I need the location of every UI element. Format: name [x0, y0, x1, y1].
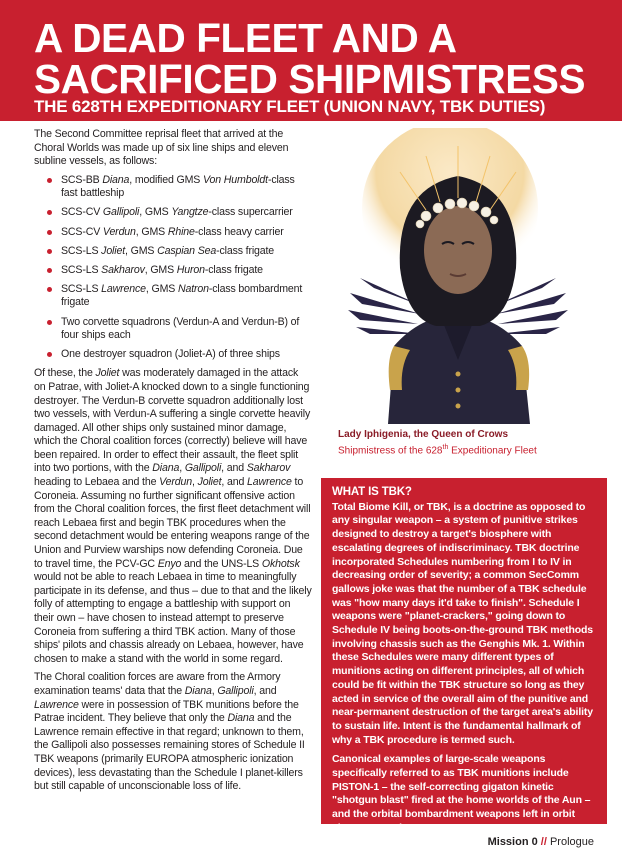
- ship-name: Lawrence: [34, 698, 79, 711]
- text-run: The Choral coalition forces are aware from the Armory examination teams' data that the: [34, 671, 281, 697]
- list-item: [47, 283, 312, 310]
- list-item: [47, 206, 312, 220]
- ship-class: Natron: [177, 282, 209, 295]
- ship-type: -class frigate: [204, 263, 263, 276]
- list-item: [47, 174, 312, 201]
- sidebar-heading: WHAT IS TBK?: [332, 486, 412, 498]
- body-column: [34, 128, 312, 799]
- ship-name: Verdun: [102, 225, 136, 238]
- ship-name: Enyo: [157, 557, 182, 570]
- text-run: heading to Lebaea and the: [34, 476, 160, 489]
- ship-prefix: SCS-BB: [61, 173, 103, 186]
- ship-name: Okhotsk: [261, 557, 300, 570]
- squadron-text: One destroyer squadron (Joliet-A) of three ships: [61, 348, 280, 361]
- list-item: [47, 264, 312, 278]
- bullet-dot-icon: [47, 320, 52, 325]
- ship-type: -class heavy carrier: [194, 225, 284, 238]
- ship-class: Yangtze: [171, 206, 209, 219]
- text-run: , and: [221, 476, 248, 489]
- ship-name: Gallipoli: [184, 462, 222, 475]
- ship-type: -class bombardment frigate: [61, 282, 303, 309]
- bullet-dot-icon: [47, 230, 52, 235]
- ship-name: Verdun: [159, 476, 192, 489]
- text-run: , and: [221, 462, 247, 475]
- ship-mid: , GMS: [145, 282, 178, 295]
- ship-mid: , GMS: [139, 206, 172, 219]
- bullet-dot-icon: [47, 352, 52, 357]
- ship-class: Von Humboldt: [202, 173, 268, 186]
- bullet-dot-icon: [47, 178, 52, 183]
- ship-mid: , GMS: [125, 244, 158, 257]
- ship-name: Diana: [227, 712, 255, 725]
- ship-name: Joliet: [95, 367, 120, 380]
- ship-prefix: SCS-LS: [61, 282, 102, 295]
- ship-mid: , modified GMS: [129, 173, 203, 186]
- footer-chapter: Prologue: [549, 836, 594, 848]
- fleet-list: [34, 174, 312, 362]
- ship-type: -class fast battleship: [61, 173, 295, 200]
- text-run: was moderately damaged in the attack on Patrae, with Joliet-A knocked down to a single functioning destroyer. The Verdun-B corvette squadron additionally lost two vessels, with Verdun-A suffering a single corvette heavily damaged. All other ships only sustained minor damage, which the Choral coalition forces (correctly) believe will have been repaired. In order to effect their assault, the fleet split into two portions, with the: [34, 367, 311, 475]
- damage-paragraph: [34, 367, 312, 666]
- ship-name: Diana: [184, 684, 212, 697]
- text-run: to Coroneia. Assuming no further significant offensive action from the Choral coalition forces, the first fleet detachment will reach Lebaea first and begin TBK procedures when the second detachment would be entering weapons range of the Union and Purview warships now defending Coroneia. Due to travel time, the PCV-GC: [34, 476, 311, 570]
- list-item: [47, 245, 312, 259]
- list-item: [47, 226, 312, 240]
- bullet-dot-icon: [47, 210, 52, 215]
- bullet-dot-icon: [47, 249, 52, 254]
- text-run: ,: [179, 462, 185, 475]
- ship-name: Joliet: [101, 244, 126, 257]
- page-footer: [488, 836, 594, 848]
- ship-name: Gallipoli: [102, 206, 140, 219]
- page-title-line-2: SACRIFICED SHIPMISTRESS: [34, 56, 586, 102]
- ship-name: Diana: [152, 462, 180, 475]
- text-run: Of these, the: [34, 367, 96, 380]
- ship-class: Huron: [176, 263, 205, 276]
- bullet-dot-icon: [47, 268, 52, 273]
- ship-class: Rhine: [167, 225, 195, 238]
- caption-role-ordinal: th: [442, 444, 449, 451]
- caption-role-end: Expeditionary Fleet: [448, 445, 537, 457]
- ship-name: Lawrence: [101, 282, 146, 295]
- page-title-line-1: A DEAD FLEET AND A: [34, 15, 457, 61]
- ship-name: Sakharov: [101, 263, 145, 276]
- text-run: ,: [211, 684, 218, 697]
- text-run: ,: [191, 476, 198, 489]
- text-run: were in possession of TBK munitions before the Patrae incident. They believe that only the: [34, 698, 299, 725]
- ship-name: Sakharov: [246, 462, 291, 475]
- caption-name: Lady Iphigenia, the Queen of Crows: [338, 429, 509, 440]
- text-run: and the Lawrence remain effective in that regard; unknown to them, the Gallipoli also possesses remaining stores of Schedule II TBK weapons (primarily EUROPA atmospheric ionization devices), less devastating than the Schedule I planet-killers but still capable of unconscionable loss of life.: [34, 712, 305, 793]
- ship-type: -class frigate: [216, 244, 275, 257]
- face: [424, 206, 492, 294]
- ship-name: Diana: [102, 173, 130, 186]
- sidebar-paragraph: Canonical examples of large-scale weapons specifically referred to as TBK munitions include PISTON-1 – the self-correcting gigaton kinetic "shotgun blast" fired at the home worlds of the Aun – and the orbital bombardment weapons left in orbit above Hercynia.: [332, 753, 591, 834]
- list-item: [47, 348, 312, 362]
- caption-role: [338, 441, 598, 457]
- ship-name: Joliet: [197, 476, 222, 489]
- portrait-illustration: [330, 128, 588, 424]
- text-run: would not be able to reach Lebaea in time to meaningfully participate in its defense, and thus – due to that and the likely folly of attempting to engage a battleship with support on their own – have chosen to instead attempt to preserve Coroneia from suffering a third TBK action. Many of those ships' pilots and chassis already on Lebaea, however, have chosen to make a stand with the world in some regard.: [34, 571, 312, 665]
- text-run: and the UNS-LS: [181, 557, 262, 570]
- bullet-dot-icon: [47, 287, 52, 292]
- intro-paragraph: The Second Committee reprisal fleet that arrived at the Choral Worlds was made up of six line ships and eleven subline vessels, as follows:: [34, 128, 289, 168]
- ship-name: Gallipoli: [217, 684, 254, 697]
- ship-type: -class supercarrier: [208, 206, 293, 219]
- caption-role-text: Shipmistress of the 628: [338, 445, 443, 457]
- ship-mid: , GMS: [144, 263, 177, 276]
- page-subtitle: THE 628TH EXPEDITIONARY FLEET (UNION NAVY, TBK DUTIES): [34, 97, 546, 116]
- footer-separator: //: [537, 836, 550, 848]
- sidebar-what-is-tbk: [321, 478, 607, 834]
- ship-prefix: SCS-LS: [61, 244, 102, 257]
- text-run: , and: [253, 684, 277, 697]
- ship-prefix: SCS-CV: [61, 206, 103, 219]
- ship-class: Caspian Sea: [157, 244, 217, 257]
- footer-mission: Mission 0: [487, 836, 538, 848]
- portrait-caption: [338, 428, 598, 457]
- sidebar-paragraph: Total Biome Kill, or TBK, is a doctrine as opposed to any singular weapon – a system of punitive strikes designed to destroy a target's biosphere with escalating degrees of indiscriminacy. TBK doctrine incorporated Schedules numbering from I to IV in decreasing order of severity; a common SecComm gallows joke was that the number of a TBK schedule was "how many days it'd take to finish". Schedule I weapons were "planet-crackers," going down to Schedule IV being boots-on-the-ground TBK methods involving chassis such as the Genghis Mk. 1. Within these Schedules were many different types of munitions acting on different principles, all of which could be fit within the TBK structure so long as they acted in service of the overall aim of the punitive and near-permanent destruction of the target area's ability to sustain life. Intent is the fundamental hallmark of why a TBK procedure is termed such.: [332, 500, 593, 746]
- ship-prefix: SCS-CV: [61, 225, 103, 238]
- ship-mid: , GMS: [135, 225, 168, 238]
- ship-name: Lawrence: [247, 476, 292, 489]
- title-banner: [0, 0, 622, 121]
- munitions-paragraph: [34, 671, 312, 793]
- ship-prefix: SCS-LS: [61, 263, 102, 276]
- squadron-text: Two corvette squadrons (Verdun-A and Verdun-B) of four ships each: [61, 315, 300, 342]
- list-item: [47, 316, 312, 343]
